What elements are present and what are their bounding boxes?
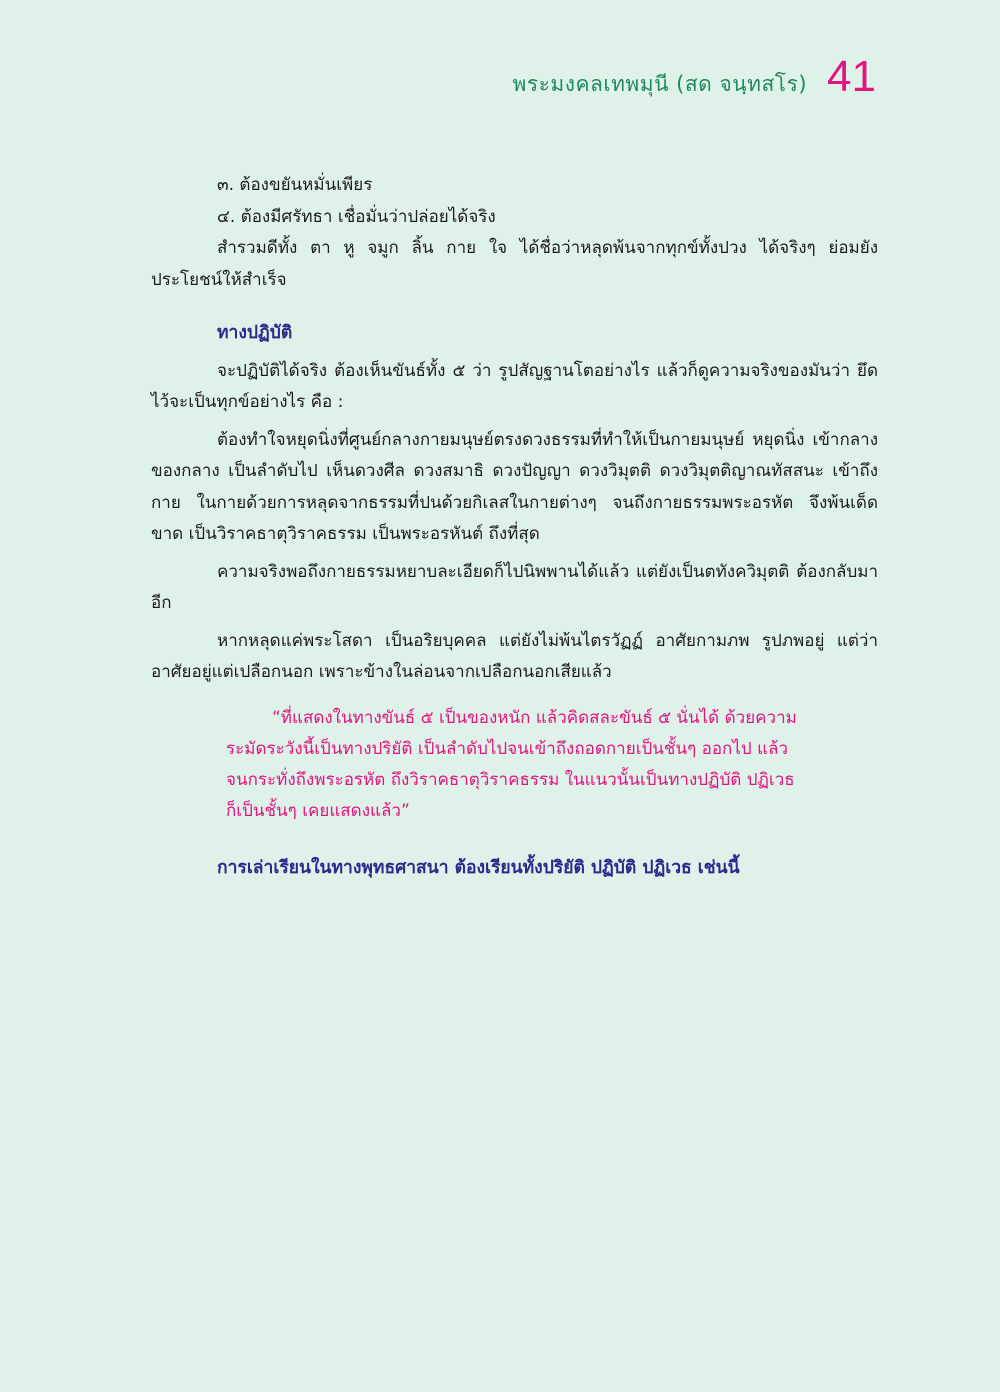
page-header [513,52,877,102]
paragraph-sotapanna: หากหลุดแค่พระโสดา เป็นอริยบุคคล แต่ยังไม่พ้นไตรวัฏฏ์ อาศัยกามภพ รูปภพอยู่ แต่ว่าอาศัยอยู่แต่เปลือกนอก เพราะข้างในล่อนจากเปลือกนอกเสียแล้ว [151,630,878,682]
list-item-3: ๓. ต้องขยันหมั่นเพียร [217,175,373,195]
page-content [151,170,878,884]
quote-line: จนกระทั่งถึงพระอรหัต ถึงวิราคธาตุวิราคธรรม ในแนวนั้นเป็นทางปฏิบัติ ปฏิเวธ [226,769,795,790]
quote-line: ก็เป็นชั้นๆ เคยแสดงแล้ว” [226,800,410,821]
page-number: 41 [827,52,876,101]
closing-statement: การเล่าเรียนในทางพุทธศาสนา ต้องเรียนทั้งปริยัติ ปฏิบัติ ปฏิเวธ เช่นนี้ [217,857,740,878]
paragraph-nibbana: ความจริงพอถึงกายธรรมหยาบละเอียดก็ไปนิพพานได้แล้ว แต่ยังเป็นตทังควิมุตติ ต้องกลับมาอีก [151,561,878,613]
quote-block [226,703,808,827]
list-item-4: ๔. ต้องมีศรัทธา เชื่อมั่นว่าปล่อยได้จริง [217,206,496,227]
section-heading: ทางปฏิบัติ [217,323,293,343]
paragraph-practice: จะปฏิบัติได้จริง ต้องเห็นขันธ์ทั้ง ๕ ว่า รูปสัญฐานโตอย่างไร แล้วก็ดูความจริงของมันว่า ยึดไว้จะเป็นทุกข์อย่างไร คือ : [151,360,878,412]
paragraph-restraint: สำรวมดีทั้ง ตา หู จมูก ลิ้น กาย ใจ ได้ชื่อว่าหลุดพ้นจากทุกข์ทั้งปวง ได้จริงๆ ย่อมยังประโยชน์ให้สำเร็จ [151,238,878,290]
paragraph-center-body: ต้องทำใจหยุดนิ่งที่ศูนย์กลางกายมนุษย์ตรงดวงธรรมที่ทำให้เป็นกายมนุษย์ หยุดนิ่ง เข้ากลางของกลาง เป็นลำดับไป เห็นดวงศีล ดวงสมาธิ ดวงปัญญา ดวงวิมุตติ ดวงวิมุตติญาณทัสสนะ เข้าถึงกาย ในกายด้วยการหลุดจากธรรมที่ปนด้วยกิเลสในกายต่างๆ จนถึงกายธรรมพระอรหัต จึงพ้นเด็ดขาด เป็นวิราคธาตุวิราคธรรม เป็นพระอรหันต์ ถึงที่สุด [151,429,878,544]
quote-line: “ที่แสดงในทางขันธ์ ๕ เป็นของหนัก แล้วคิดสละขันธ์ ๕ นั่นได้ ด้วยความ [272,707,797,728]
quote-line: ระมัดระวังนี้เป็นทางปริยัติ เป็นลำดับไปจนเข้าถึงถอดกายเป็นชั้นๆ ออกไป แล้ว [226,738,788,759]
running-title: พระมงคลเทพมุนี (สด จนฺทสโร) [512,72,808,96]
